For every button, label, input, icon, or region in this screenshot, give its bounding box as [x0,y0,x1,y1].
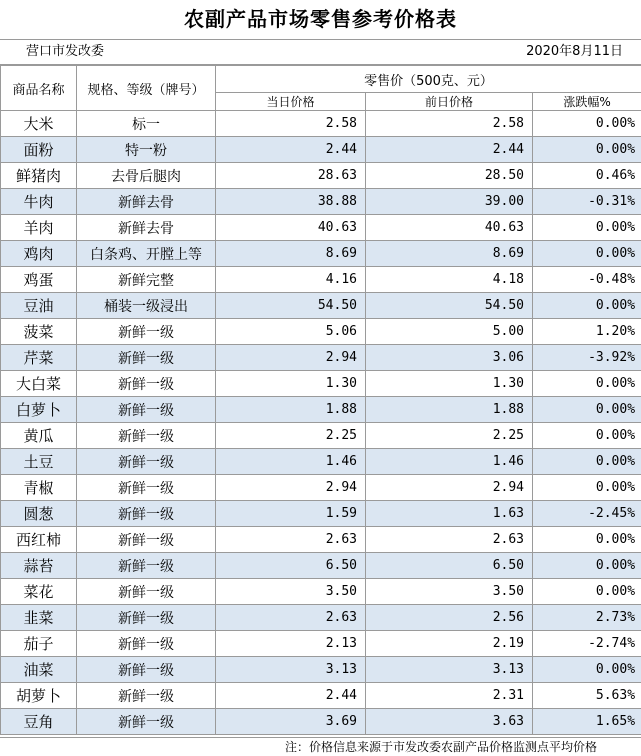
product-name-cell: 蒜苔 [1,553,77,579]
change-cell: -3.92% [533,345,641,371]
prev-price-cell: 3.13 [366,657,533,683]
product-name-cell: 豆油 [1,293,77,319]
header-today-price: 当日价格 [216,93,366,111]
spec-cell: 新鲜一级 [77,449,216,475]
page-title: 农副产品市场零售参考价格表 [0,0,641,40]
header-spec: 规格、等级（牌号） [77,66,216,111]
prev-price-cell: 5.00 [366,319,533,345]
product-name-cell: 面粉 [1,137,77,163]
spec-cell: 桶装一级浸出 [77,293,216,319]
table-row [1,397,641,423]
prev-price-cell: 39.00 [366,189,533,215]
change-cell: 0.00% [533,657,641,683]
table-row [1,293,641,319]
prev-price-cell: 1.30 [366,371,533,397]
change-cell: 1.20% [533,319,641,345]
spec-cell: 新鲜去骨 [77,189,216,215]
change-cell: 1.65% [533,709,641,735]
product-name-cell: 牛肉 [1,189,77,215]
change-cell: -2.74% [533,631,641,657]
change-cell: -0.31% [533,189,641,215]
today-price-cell: 6.50 [216,553,366,579]
change-cell: 0.00% [533,449,641,475]
today-price-cell: 2.94 [216,345,366,371]
today-price-cell: 2.63 [216,605,366,631]
change-cell: 5.63% [533,683,641,709]
change-cell: 0.00% [533,215,641,241]
table-row [1,657,641,683]
product-name-cell: 茄子 [1,631,77,657]
spec-cell: 新鲜一级 [77,553,216,579]
change-cell: 0.00% [533,553,641,579]
today-price-cell: 8.69 [216,241,366,267]
spec-cell: 新鲜一级 [77,475,216,501]
product-name-cell: 青椒 [1,475,77,501]
today-price-cell: 2.58 [216,111,366,137]
spec-cell: 新鲜去骨 [77,215,216,241]
spec-cell: 新鲜一级 [77,709,216,735]
product-name-cell: 鲜猪肉 [1,163,77,189]
product-name-cell: 西红柿 [1,527,77,553]
table-row [1,553,641,579]
prev-price-cell: 2.63 [366,527,533,553]
today-price-cell: 1.30 [216,371,366,397]
table-row [1,449,641,475]
spec-cell: 新鲜一级 [77,527,216,553]
spec-cell: 新鲜一级 [77,579,216,605]
prev-price-cell: 6.50 [366,553,533,579]
today-price-cell: 4.16 [216,267,366,293]
prev-price-cell: 2.94 [366,475,533,501]
table-row [1,345,641,371]
product-name-cell: 胡萝卜 [1,683,77,709]
change-cell: 2.73% [533,605,641,631]
table-body [1,111,641,735]
today-price-cell: 2.63 [216,527,366,553]
table-row [1,605,641,631]
spec-cell: 标一 [77,111,216,137]
product-name-cell: 豆角 [1,709,77,735]
today-price-cell: 2.25 [216,423,366,449]
prev-price-cell: 4.18 [366,267,533,293]
spec-cell: 新鲜一级 [77,605,216,631]
product-name-cell: 黄瓜 [1,423,77,449]
report-date: 2020年8月11日 [526,44,623,59]
product-name-cell: 圆葱 [1,501,77,527]
change-cell: 0.00% [533,397,641,423]
table-row [1,631,641,657]
today-price-cell: 38.88 [216,189,366,215]
table-row [1,137,641,163]
prev-price-cell: 54.50 [366,293,533,319]
change-cell: 0.00% [533,241,641,267]
table-row [1,215,641,241]
source-org: 营口市发改委 [26,44,105,59]
table-row [1,241,641,267]
spec-cell: 新鲜一级 [77,319,216,345]
change-cell: 0.00% [533,371,641,397]
today-price-cell: 1.88 [216,397,366,423]
product-name-cell: 大白菜 [1,371,77,397]
header-product-name: 商品名称 [1,66,77,111]
today-price-cell: 1.59 [216,501,366,527]
prev-price-cell: 28.50 [366,163,533,189]
prev-price-cell: 2.19 [366,631,533,657]
today-price-cell: 54.50 [216,293,366,319]
prev-price-cell: 2.56 [366,605,533,631]
product-name-cell: 白萝卜 [1,397,77,423]
change-cell: 0.46% [533,163,641,189]
spec-cell: 新鲜一级 [77,345,216,371]
product-name-cell: 菠菜 [1,319,77,345]
change-cell: 0.00% [533,527,641,553]
change-cell: 0.00% [533,423,641,449]
prev-price-cell: 1.63 [366,501,533,527]
prev-price-cell: 2.44 [366,137,533,163]
header-prev-price: 前日价格 [366,93,533,111]
today-price-cell: 3.69 [216,709,366,735]
table-row [1,267,641,293]
prev-price-cell: 1.46 [366,449,533,475]
table-row [1,423,641,449]
table-row [1,527,641,553]
prev-price-cell: 2.58 [366,111,533,137]
product-name-cell: 羊肉 [1,215,77,241]
product-name-cell: 韭菜 [1,605,77,631]
change-cell: -2.45% [533,501,641,527]
change-cell: 0.00% [533,475,641,501]
meta-row [0,40,641,65]
today-price-cell: 3.50 [216,579,366,605]
spec-cell: 新鲜一级 [77,657,216,683]
today-price-cell: 2.13 [216,631,366,657]
spec-cell: 新鲜一级 [77,397,216,423]
today-price-cell: 2.44 [216,683,366,709]
table-row [1,371,641,397]
table-row [1,163,641,189]
prev-price-cell: 3.63 [366,709,533,735]
table-row [1,111,641,137]
today-price-cell: 2.94 [216,475,366,501]
price-table [0,65,641,735]
spec-cell: 新鲜完整 [77,267,216,293]
product-name-cell: 大米 [1,111,77,137]
today-price-cell: 1.46 [216,449,366,475]
spec-cell: 新鲜一级 [77,501,216,527]
product-name-cell: 鸡蛋 [1,267,77,293]
product-name-cell: 鸡肉 [1,241,77,267]
today-price-cell: 5.06 [216,319,366,345]
today-price-cell: 3.13 [216,657,366,683]
spec-cell: 白条鸡、开膛上等 [77,241,216,267]
table-row [1,709,641,735]
change-cell: -0.48% [533,267,641,293]
prev-price-cell: 3.06 [366,345,533,371]
footnote: 注：价格信息来源于市发改委农副产品价格监测点平均价格 [0,737,641,756]
change-cell: 0.00% [533,579,641,605]
change-cell: 0.00% [533,137,641,163]
spec-cell: 新鲜一级 [77,631,216,657]
today-price-cell: 2.44 [216,137,366,163]
today-price-cell: 28.63 [216,163,366,189]
prev-price-cell: 2.25 [366,423,533,449]
product-name-cell: 芹菜 [1,345,77,371]
spec-cell: 特一粉 [77,137,216,163]
change-cell: 0.00% [533,111,641,137]
change-cell: 0.00% [533,293,641,319]
product-name-cell: 菜花 [1,579,77,605]
product-name-cell: 油菜 [1,657,77,683]
prev-price-cell: 2.31 [366,683,533,709]
prev-price-cell: 3.50 [366,579,533,605]
prev-price-cell: 1.88 [366,397,533,423]
spec-cell: 新鲜一级 [77,683,216,709]
prev-price-cell: 8.69 [366,241,533,267]
header-retail-price: 零售价（500克、元） [216,66,641,93]
table-row [1,501,641,527]
header-change: 涨跌幅% [533,93,641,111]
prev-price-cell: 40.63 [366,215,533,241]
table-row [1,683,641,709]
product-name-cell: 土豆 [1,449,77,475]
table-row [1,319,641,345]
table-row [1,579,641,605]
today-price-cell: 40.63 [216,215,366,241]
spec-cell: 新鲜一级 [77,423,216,449]
spec-cell: 新鲜一级 [77,371,216,397]
spec-cell: 去骨后腿肉 [77,163,216,189]
table-row [1,189,641,215]
table-row [1,475,641,501]
